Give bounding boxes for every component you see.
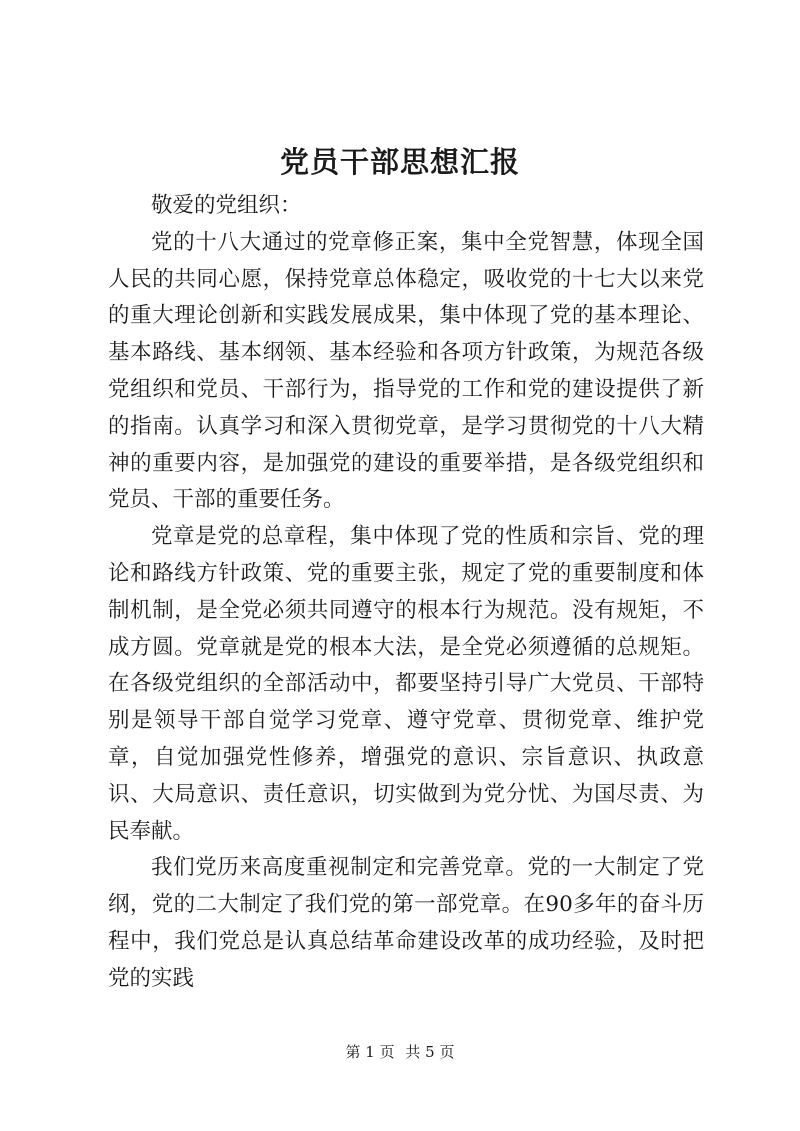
page-footer [0, 1042, 800, 1062]
document-body [108, 188, 704, 998]
page-total: 共 5 页 [405, 1043, 455, 1061]
document-title: 党员干部思想汇报 [279, 145, 520, 179]
body-paragraph-1: 党的十八大通过的党章修正案，集中全党智慧，体现全国人民的共同心愿，保持党章总体稳定，吸收党的十七大以来党的重大理论创新和实践发展成果，集中体现了党的基本理论、基本路线、基本纲领、基本经验和各项方针政策，为规范各级党组织和党员、干部行为，指导党的工作和党的建设提供了新的指南。认真学习和深入贯彻党章，是学习贯彻党的十八大精神的重要内容，是加强党的建设的重要举措，是各级党组织和党员、干部的重要任务。 [108, 229, 704, 513]
body-paragraph-3: 我们党历来高度重视制定和完善党章。党的一大制定了党纲，党的二大制定了我们党的第一部党章。在90多年的奋斗历程中，我们党总是认真总结革命建设改革的成功经验，及时把党的实践 [108, 855, 704, 991]
salutation: 敬爱的党组织： [151, 193, 302, 218]
body-paragraph-2: 党章是党的总章程，集中体现了党的性质和宗旨、党的理论和路线方针政策、党的重要主张，规定了党的重要制度和体制机制，是全党必须共同遵守的根本行为规范。没有规矩，不成方圆。党章就是党的根本大法，是全党必须遵循的总规矩。在各级党组织的全部活动中，都要坚持引导广大党员、干部特别是领导干部自觉学习党章、遵守党章、贯彻党章、维护党章，自觉加强党性修养，增强党的意识、宗旨意识、执政意识、大局意识、责任意识，切实做到为党分忧、为国尽责、为民奉献。 [108, 524, 704, 844]
page-number: 第 1 页 [345, 1043, 395, 1061]
